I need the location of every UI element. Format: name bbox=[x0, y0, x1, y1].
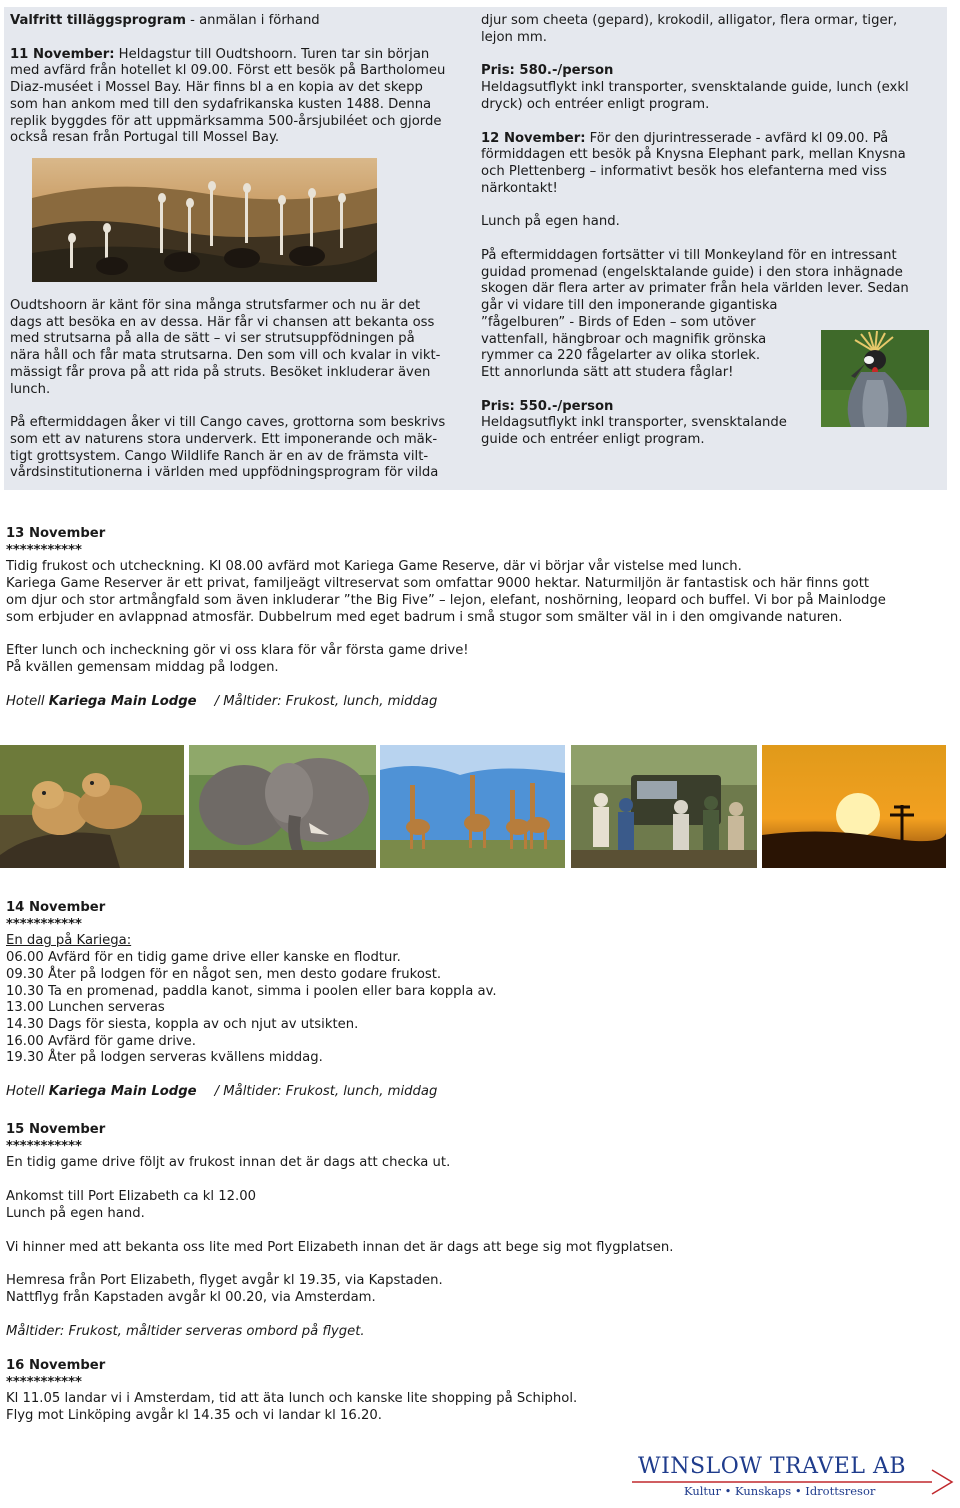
nov14-stars: *********** bbox=[6, 916, 82, 932]
nov15-line: Lunch på egen hand. bbox=[6, 1205, 145, 1221]
nov16-stars: *********** bbox=[6, 1374, 82, 1390]
lunch-own: Lunch på egen hand. bbox=[481, 214, 620, 230]
nov15-arrival bbox=[6, 1189, 951, 1222]
nov11-line: replik byggdes för att uppmärksamma 500-årsjubiléet och gjorde bbox=[10, 113, 442, 129]
monkeyland-line: Ett annorlunda sätt att studera fåglar! bbox=[481, 364, 734, 380]
nov13-line: Kariega Game Reserver är ett privat, familjeägt viltreservat som omfattar 9000 hektar. Naturmiljön är fantastisk och här finns gott bbox=[6, 576, 870, 592]
optional-header-bold: Valfritt tilläggsprogram bbox=[10, 13, 186, 28]
nov11-line: som han ankom med till den sydafrikanska kusten 1488. Denna bbox=[10, 96, 432, 112]
oudtshoorn-paragraph bbox=[10, 298, 470, 398]
hotel-meals: / Måltider: Frukost, lunch, middag bbox=[214, 693, 438, 709]
crowned-crane-photo bbox=[821, 330, 929, 427]
cango-cont-paragraph bbox=[481, 13, 941, 46]
hotel-prefix: Hotell bbox=[6, 1084, 49, 1100]
nov15-title: 15 November bbox=[6, 1122, 106, 1137]
nov12-paragraph bbox=[481, 131, 941, 198]
price-580-desc bbox=[481, 80, 941, 113]
nov12-line: För den djurintresserade - avfärd kl 09.00. På bbox=[585, 130, 889, 146]
cango-cont-line: djur som cheeta (gepard), krokodil, alligator, flera ormar, tiger, bbox=[481, 13, 898, 28]
schedule-line: 16.00 Avfärd för game drive. bbox=[6, 1033, 196, 1049]
nov13-paragraph-2 bbox=[6, 643, 951, 676]
oudtshoorn-line: dags att besöka en av dessa. Här får vi chansen att bekanta oss bbox=[10, 314, 435, 330]
elephant-photo bbox=[189, 745, 376, 868]
nov13-title: 13 November bbox=[6, 526, 106, 541]
price-desc-line: guide och entréer enligt program. bbox=[481, 432, 705, 448]
nov11-line: också resan från Portugal till Mossel Bay. bbox=[10, 130, 280, 146]
nov15-line: Ankomst till Port Elizabeth ca kl 12.00 bbox=[6, 1189, 257, 1205]
nov13-line: På kvällen gemensam middag på lodgen. bbox=[6, 659, 279, 675]
monkeyland-line: På eftermiddagen fortsätter vi till Monkeyland för en intressant bbox=[481, 248, 897, 264]
logo-name: WINSLOW TRAVEL AB bbox=[638, 1454, 907, 1479]
nov14-hotel bbox=[6, 1084, 951, 1101]
nov16-paragraph bbox=[6, 1391, 951, 1424]
logo-tagline: Kultur • Kunskaps • Idrottsresor bbox=[684, 1484, 876, 1498]
nov11-line: med avfärd från hotellet kl 09.00. Först ett besök på Bartholomeu bbox=[10, 63, 446, 79]
hotel-name: Kariega Main Lodge bbox=[48, 1084, 197, 1100]
nov11-paragraph bbox=[10, 47, 470, 147]
nov15-line3: Vi hinner med att bekanta oss lite med Port Elizabeth innan det är dags att bege sig mot flygplatsen. bbox=[6, 1239, 674, 1255]
price-desc-line: dryck) och entréer enligt program. bbox=[481, 96, 710, 112]
nov13-stars: *********** bbox=[6, 542, 82, 558]
winslow-travel-logo bbox=[632, 1452, 957, 1502]
hotel-prefix: Hotell bbox=[6, 693, 49, 709]
monkeyland-line: guidad promenad (engelsktalande guide) i den stora inhägnade bbox=[481, 264, 903, 280]
cango-line: som ett av naturens stora underverk. Ett imponerande och mäk- bbox=[10, 431, 438, 447]
nov16-title: 16 November bbox=[6, 1358, 106, 1373]
hotel-name: Kariega Main Lodge bbox=[48, 693, 197, 709]
nov12-line: förmiddagen ett besök på Knysna Elephant park, mellan Knysna bbox=[481, 147, 906, 163]
schedule-line: 06.00 Avfärd för en tidig game drive eller kanske en flodtur. bbox=[6, 950, 401, 966]
nov15-meals: Måltider: Frukost, måltider serveras ombord på flyget. bbox=[6, 1323, 365, 1339]
monkeyland-line: går vi vidare till den imponerande gigantiska bbox=[481, 298, 778, 314]
nov13-paragraph bbox=[6, 559, 951, 626]
optional-header bbox=[10, 13, 470, 30]
nov13-section bbox=[6, 526, 951, 710]
sunset-photo bbox=[762, 745, 946, 868]
nov14-subtitle: En dag på Kariega: bbox=[6, 933, 132, 949]
schedule-line: 19.30 Åter på lodgen serveras kvällens middag. bbox=[6, 1050, 323, 1066]
cango-cont-line: lejon mm. bbox=[481, 29, 547, 45]
monkeyland-line: rymmer ca 220 fågelarter av olika storlek. bbox=[481, 348, 761, 364]
nov15-line: Hemresa från Port Elizabeth, flyget avgår kl 19.35, via Kapstaden. bbox=[6, 1273, 443, 1289]
nov12-line: och Plettenberg – informativt besök hos elefanterna med viss bbox=[481, 163, 887, 179]
monkeyland-line: vattenfall, hängbroar och magnifik grönska bbox=[481, 331, 767, 347]
cango-line: På eftermiddagen åker vi till Cango caves, grottorna som beskrivs bbox=[10, 415, 446, 431]
nov16-line: Kl 11.05 landar vi i Amsterdam, tid att äta lunch och kanske lite shopping på Schiphol. bbox=[6, 1391, 578, 1407]
oudtshoorn-line: med strutsarna på alla de sätt – vi ser strutsuppfödningen på bbox=[10, 331, 415, 347]
nov13-line: som erbjuder en avlappnad atmosfär. Dubbelrum med eget badrum i små stugor som smälter väl in i den omgivande naturen. bbox=[6, 609, 843, 625]
nov16-line: Flyg mot Linköping avgår kl 14.35 och vi landar kl 16.20. bbox=[6, 1408, 382, 1424]
nov13-line: Tidig frukost och utcheckning. Kl 08.00 avfärd mot Kariega Game Reserve, där vi börjar vår vistelse med lunch. bbox=[6, 559, 742, 575]
schedule-line: 10.30 Ta en promenad, paddla kanot, simma i poolen eller bara koppla av. bbox=[6, 983, 497, 999]
price-desc-line: Heldagsutflykt inkl transporter, svensktalande guide, lunch (exkl bbox=[481, 80, 909, 96]
left-column-lower bbox=[10, 298, 470, 482]
nov12-line: närkontakt! bbox=[481, 180, 558, 196]
cango-paragraph bbox=[10, 415, 470, 482]
oudtshoorn-line: lunch. bbox=[10, 381, 51, 397]
monkeyland-line: skogen där flera arter av primater från hela världen lever. Sedan bbox=[481, 281, 909, 297]
schedule-line: 14.30 Dags för siesta, koppla av och njut av utsikten. bbox=[6, 1016, 359, 1032]
cango-line: tigt grottsystem. Cango Wildlife Ranch är en av de främsta vilt- bbox=[10, 448, 429, 464]
nov11-line: Diaz-muséet i Mossel Bay. Här finns bl a en kopia av det skepp bbox=[10, 80, 423, 96]
hotel-meals: / Måltider: Frukost, lunch, middag bbox=[214, 1084, 438, 1100]
schedule-line: 09.30 Åter på lodgen för en något sen, men desto godare frukost. bbox=[6, 966, 442, 982]
nov11-label: 11 November: bbox=[10, 46, 115, 62]
nov13-hotel bbox=[6, 694, 951, 711]
price-550: Pris: 550.-/person bbox=[481, 398, 614, 414]
nov16-section bbox=[6, 1358, 951, 1425]
nov14-title: 14 November bbox=[6, 900, 106, 915]
nov15-section bbox=[6, 1122, 951, 1340]
oudtshoorn-line: nära håll och får mata strutsarna. Den som vill och kvalar in vikt- bbox=[10, 348, 441, 364]
nov11-line: Heldagstur till Oudtshoorn. Turen tar sin början bbox=[114, 46, 430, 62]
cango-line: vårdsinstitutionerna i världen med uppfödningsprogram för vilda bbox=[10, 465, 439, 481]
nov15-line1: En tidig game drive följt av frukost innan det är dags att checka ut. bbox=[6, 1155, 451, 1171]
oudtshoorn-line: mässigt får prova på att rida på struts. Besöket inkluderar även bbox=[10, 364, 431, 380]
optional-header-rest: - anmälan i förhand bbox=[185, 13, 320, 28]
nov15-line: Nattflyg från Kapstaden avgår kl 00.20, via Amsterdam. bbox=[6, 1289, 376, 1305]
ostrich-photo bbox=[32, 158, 377, 282]
schedule-line: 13.00 Lunchen serveras bbox=[6, 1000, 165, 1016]
monkeyland-line: ”fågelburen” - Birds of Eden – som utöver bbox=[481, 314, 756, 330]
nov15-flights bbox=[6, 1273, 951, 1306]
price-desc-line: Heldagsutflykt inkl transporter, svensktalande bbox=[481, 415, 787, 431]
giraffe-photo bbox=[380, 745, 565, 868]
safari-group-photo bbox=[571, 745, 757, 868]
nov14-section bbox=[6, 900, 951, 1101]
nov12-label: 12 November: bbox=[481, 130, 586, 146]
price-580: Pris: 580.-/person bbox=[481, 63, 614, 79]
nov15-stars: *********** bbox=[6, 1138, 82, 1154]
nov13-line: Efter lunch och incheckning gör vi oss klara för vår första game drive! bbox=[6, 643, 469, 659]
oudtshoorn-line: Oudtshoorn är känt för sina många strutsfarmer och nu är det bbox=[10, 298, 421, 313]
left-column bbox=[10, 13, 470, 147]
lion-photo bbox=[0, 745, 184, 868]
nov13-line: om djur och stor artmångfald som även inkluderar ”the Big Five” – lejon, elefant, noshörning, leopard och buffel. Vi bor på Mainlodge bbox=[6, 592, 886, 608]
nov14-schedule bbox=[6, 950, 951, 1067]
